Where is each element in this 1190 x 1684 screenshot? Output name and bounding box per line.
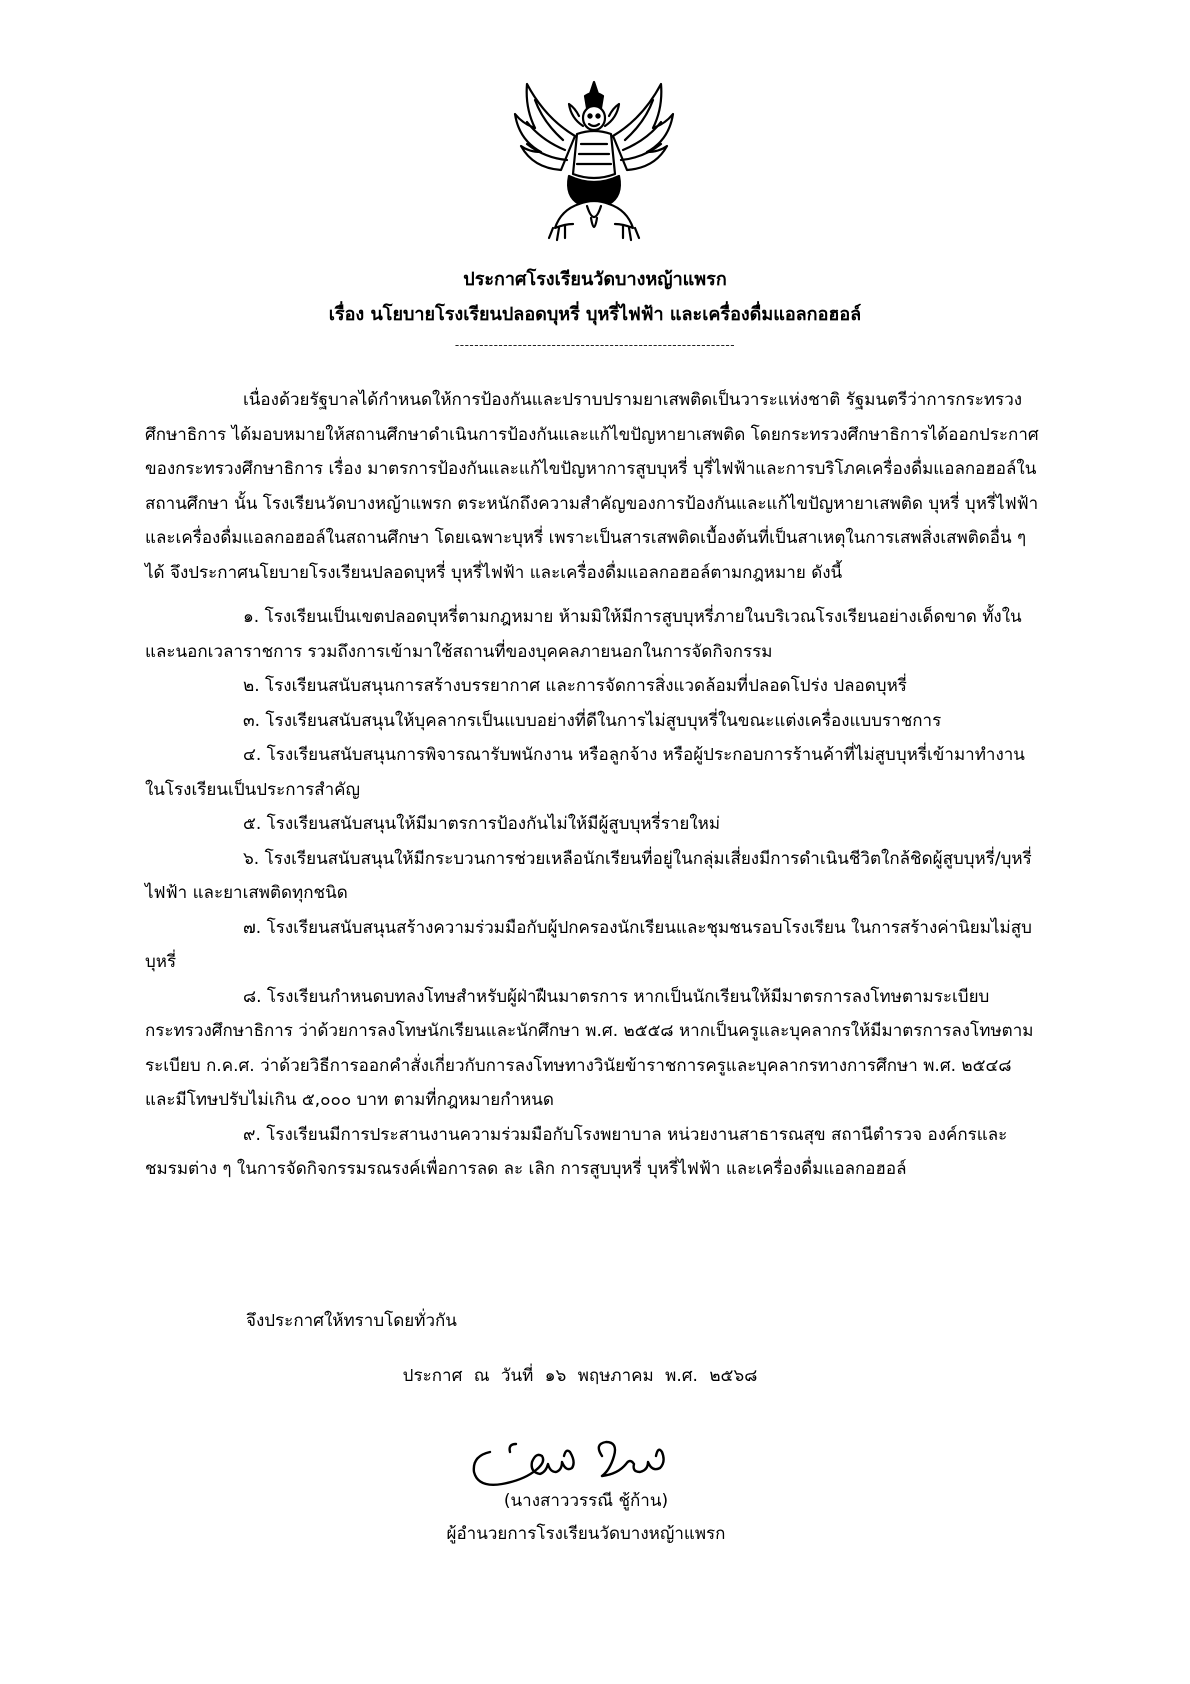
intro-paragraph: เนื่องด้วยรัฐบาลได้กำหนดให้การป้องกันและปราบปรามยาเสพติดเป็นวาระแห่งชาติ รัฐมนตรีว่าการกระทรวงศึกษาธิการ ได้มอบหมายให้สถานศึกษาดำเนินการป้องกันและแก้ไขปัญหายาเสพติด โดยกระทรวงศึกษาธิการได้ออกประกาศของกระทรวงศึกษาธิการ เรื่อง มาตรการป้องกันและแก้ไขปัญหาการสูบบุหรี่ บุรี่ไฟฟ้าและการบริโภคเครื่องดื่มแอลกอฮอล์ในสถานศึกษา นั้น โรงเรียนวัดบางหญ้าแพรก ตระหนักถึงความสำคัญของการป้องกันและแก้ไขปัญหายาเสพติด บุหรี่ บุหรี่ไฟฟ้าและเครื่องดื่มแอลกอฮอล์ในสถานศึกษา โดยเฉพาะบุหรี่ เพราะเป็นสารเสพติดเบื้องต้นที่เป็นสาเหตุในการเสพสิ่งเสพติดอื่น ๆ ได้ จึงประกาศนโยบายโรงเรียนปลอดบุหรี่ บุหรี่ไฟฟ้า และเครื่องดื่มแอลกอฮอล์ตามกฎหมาย ดังนี้	[145, 390, 1039, 583]
policy-item-2: ๒. โรงเรียนสนับสนุนการสร้างบรรยากาศ และการจัดการสิ่งแวดล้อมที่ปลอดโปร่ง ปลอดบุหรี่	[243, 676, 907, 696]
subject-line: เรื่อง นโยบายโรงเรียนปลอดบุหรี่ บุหรี่ไฟฟ้า และเครื่องดื่มแอลกอฮอล์	[328, 304, 862, 325]
separator-line: ----------------------------------------------------------	[454, 338, 736, 352]
policy-item-1: ๑. โรงเรียนเป็นเขตปลอดบุหรี่ตามกฎหมาย ห้ามมิให้มีการสูบบุหรี่ภายในบริเวณโรงเรียนอย่างเด็ดขาด ทั้งในและนอกเวลาราชการ รวมถึงการเข้ามาใช้สถานที่ของบุคคลภายนอกในการจัดกิจกรรม	[145, 607, 1022, 662]
policy-item-8: ๘. โรงเรียนกำหนดบทลงโทษสำหรับผู้ฝ่าฝืนมาตรการ หากเป็นนักเรียนให้มีมาตรการลงโทษตามระเบียบกระทรวงศึกษาธิการ ว่าด้วยการลงโทษนักเรียนและนักศึกษา พ.ศ. ๒๕๕๘ หากเป็นครูและบุคลากรให้มีมาตรการลงโทษตามระเบียบ ก.ค.ศ. ว่าด้วยวิธีการออกคำสั่งเกี่ยวกับการลงโทษทางวินัยข้าราชการครูและบุคลากรทางการศึกษา พ.ศ. ๒๕๔๘ และมีโทษปรับไม่เกิน ๕,๐๐๐ บาท ตามที่กฎหมายกำหนด	[145, 986, 1034, 1110]
policy-item-5: ๕. โรงเรียนสนับสนุนให้มีมาตรการป้องกันไม่ให้มีผู้สูบบุหรี่รายใหม่	[243, 814, 721, 834]
signer-name: (นางสาววรรณี ชู้ก้าน)	[503, 1491, 669, 1511]
policy-item-9: ๙. โรงเรียนมีการประสานงานความร่วมมือกับโรงพยาบาล หน่วยงานสาธารณสุข สถานีตำรวจ องค์กรและชมรมต่าง ๆ ในการจัดกิจกรรมรณรงค์เพื่อการลด ละ เลิก การสูบบุหรี่ บุหรี่ไฟฟ้า และเครื่องดื่มแอลกอฮอล์	[145, 1124, 1008, 1179]
policy-item-3: ๓. โรงเรียนสนับสนุนให้บุคลากรเป็นแบบอย่างที่ดีในการไม่สูบบุหรี่ในขณะแต่งเครื่องแบบราชการ	[243, 710, 942, 731]
garuda-emblem-icon	[505, 78, 683, 246]
announcement-date: ประกาศ ณ วันที่ ๑๖ พฤษภาคม พ.ศ. ๒๕๖๘	[402, 1366, 758, 1386]
page-title: ประกาศโรงเรียนวัดบางหญ้าแพรก	[463, 269, 727, 290]
signer-position: ผู้อำนวยการโรงเรียนวัดบางหญ้าแพรก	[446, 1524, 726, 1544]
policy-item-6: ๖. โรงเรียนสนับสนุนให้มีกระบวนการช่วยเหลือนักเรียนที่อยู่ในกลุ่มเสี่ยงมีการดำเนินชีวิตใกล้ชิดผู้สูบบุหรี่/บุหรี่ไฟฟ้า และยาเสพติดทุกชนิด	[145, 848, 1032, 903]
policy-item-4: ๔. โรงเรียนสนับสนุนการพิจารณารับพนักงาน หรือลูกจ้าง หรือผู้ประกอบการร้านค้าที่ไม่สูบบุหรี่เข้ามาทำงานในโรงเรียนเป็นประการสำคัญ	[145, 745, 1025, 800]
announcement-body	[145, 383, 1042, 1187]
closing-statement: จึงประกาศให้ทราบโดยทั่วกัน	[246, 1311, 457, 1331]
policy-item-7: ๗. โรงเรียนสนับสนุนสร้างความร่วมมือกับผู้ปกครองนักเรียนและชุมชนรอบโรงเรียน ในการสร้างค่านิยมไม่สูบบุหรี่	[145, 917, 1032, 972]
